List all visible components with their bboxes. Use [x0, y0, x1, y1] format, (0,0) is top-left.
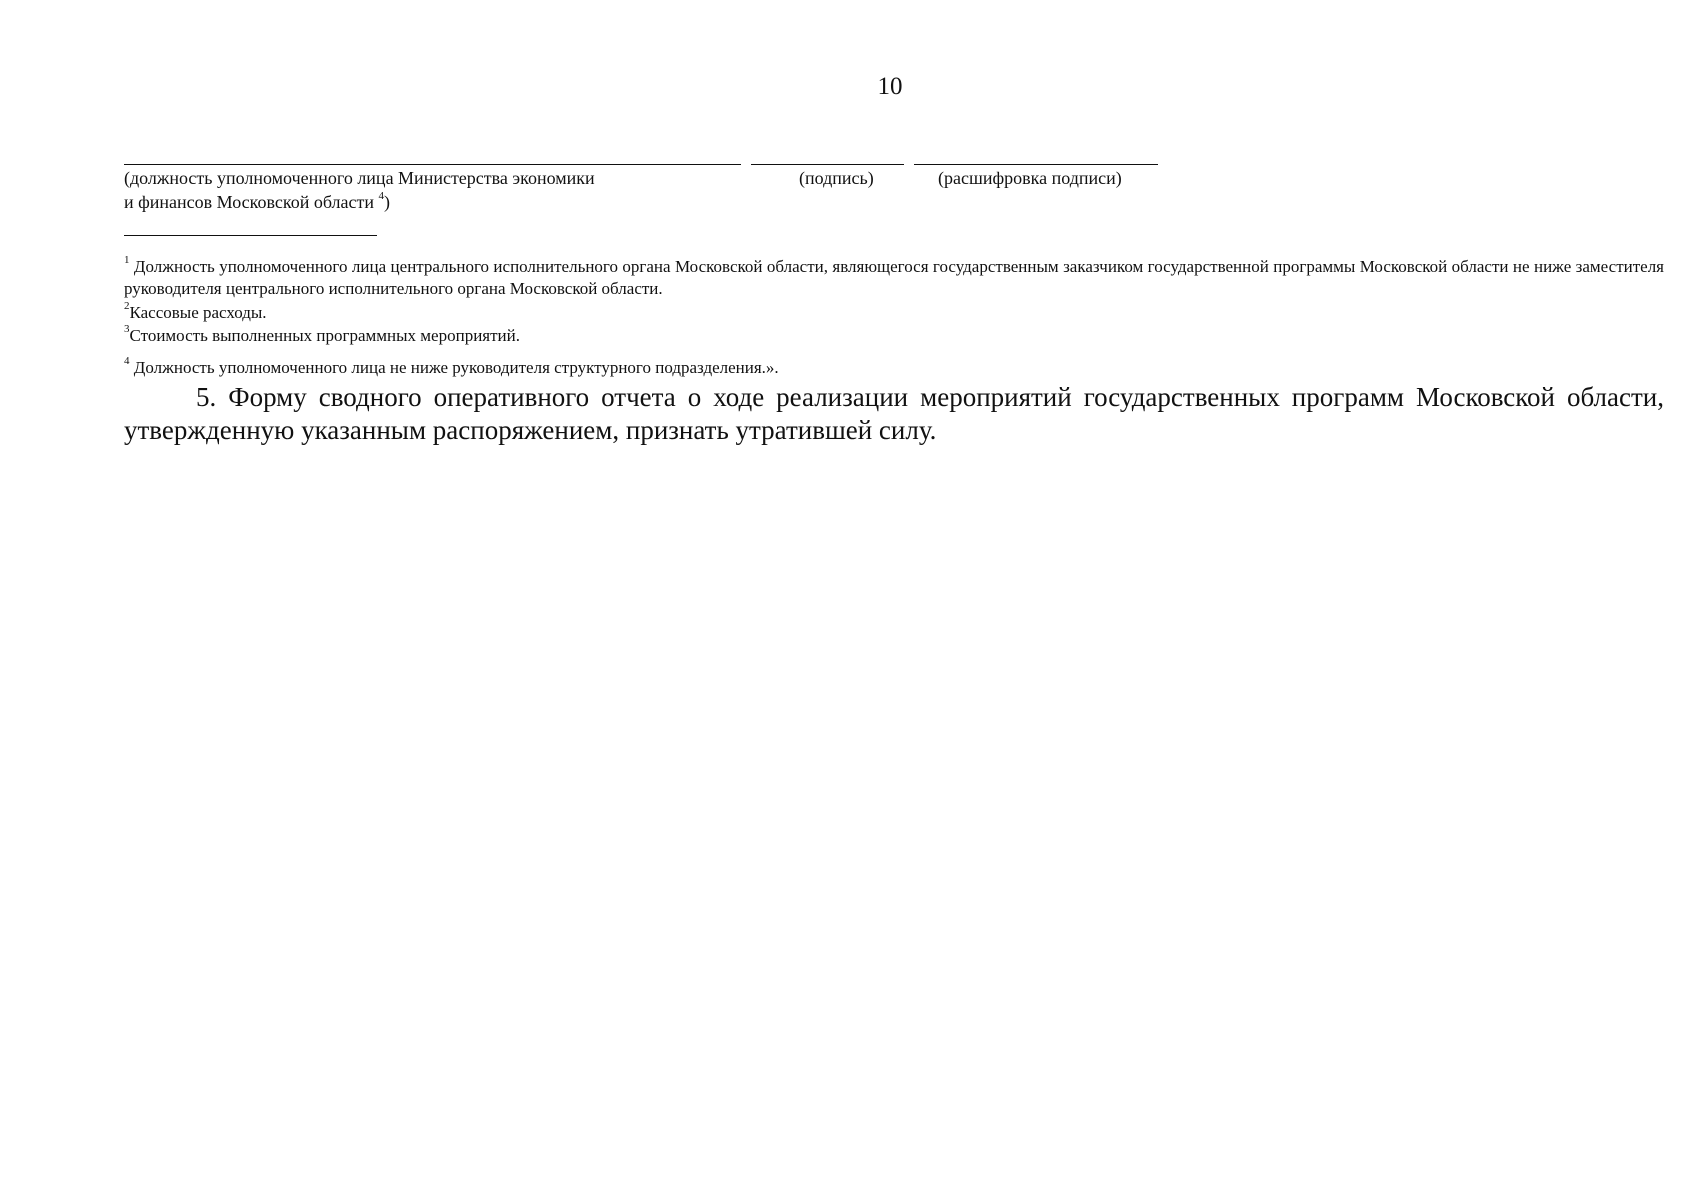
page-number: 10	[877, 73, 903, 100]
footnote-4-marker: 4	[124, 355, 130, 368]
position-caption-line1: (должность уполномоченного лица Министерства экономики	[124, 168, 595, 188]
position-caption-close: )	[384, 192, 391, 212]
signature-line	[751, 164, 904, 165]
footnote-1-marker: 1	[124, 254, 130, 267]
footnote-3-marker: 3	[124, 323, 130, 336]
footnote-1-text: Должность уполномоченного лица центрального исполнительного органа Московской области, являющегося государственным заказчиком государственной программы Московской области не ниже заместителя руководителя центрального исполнительного органа Московской области.	[124, 257, 1665, 298]
footnote-4-text: Должность уполномоченного лица не ниже руководителя структурного подразделения.».	[133, 358, 779, 377]
signature-decoding-caption: (расшифровка подписи)	[938, 168, 1122, 188]
footnote-3-text: Стоимость выполненных программных мероприятий.	[129, 326, 520, 345]
footnote-4	[124, 357, 1664, 379]
footnote-2-marker: 2	[124, 300, 130, 313]
footnote-1	[124, 256, 1664, 300]
position-caption-line2	[124, 190, 595, 214]
footnote-2	[124, 302, 1664, 324]
signature-caption: (подпись)	[799, 168, 874, 188]
footnote-3	[124, 325, 1664, 347]
position-caption-footnote-ref: 4	[378, 190, 385, 202]
footnote-separator	[124, 235, 377, 236]
position-signature-line	[124, 164, 741, 165]
footnote-2-text: Кассовые расходы.	[129, 303, 267, 322]
position-caption	[124, 166, 595, 214]
main-paragraph: 5. Форму сводного оперативного отчета о ходе реализации мероприятий государственных программ Московской области, утвержденную указанным распоряжением, признать утратившей силу.	[124, 382, 1664, 445]
signature-decoding-line	[914, 164, 1158, 165]
position-caption-line2-text: и финансов Московской области	[124, 192, 375, 212]
